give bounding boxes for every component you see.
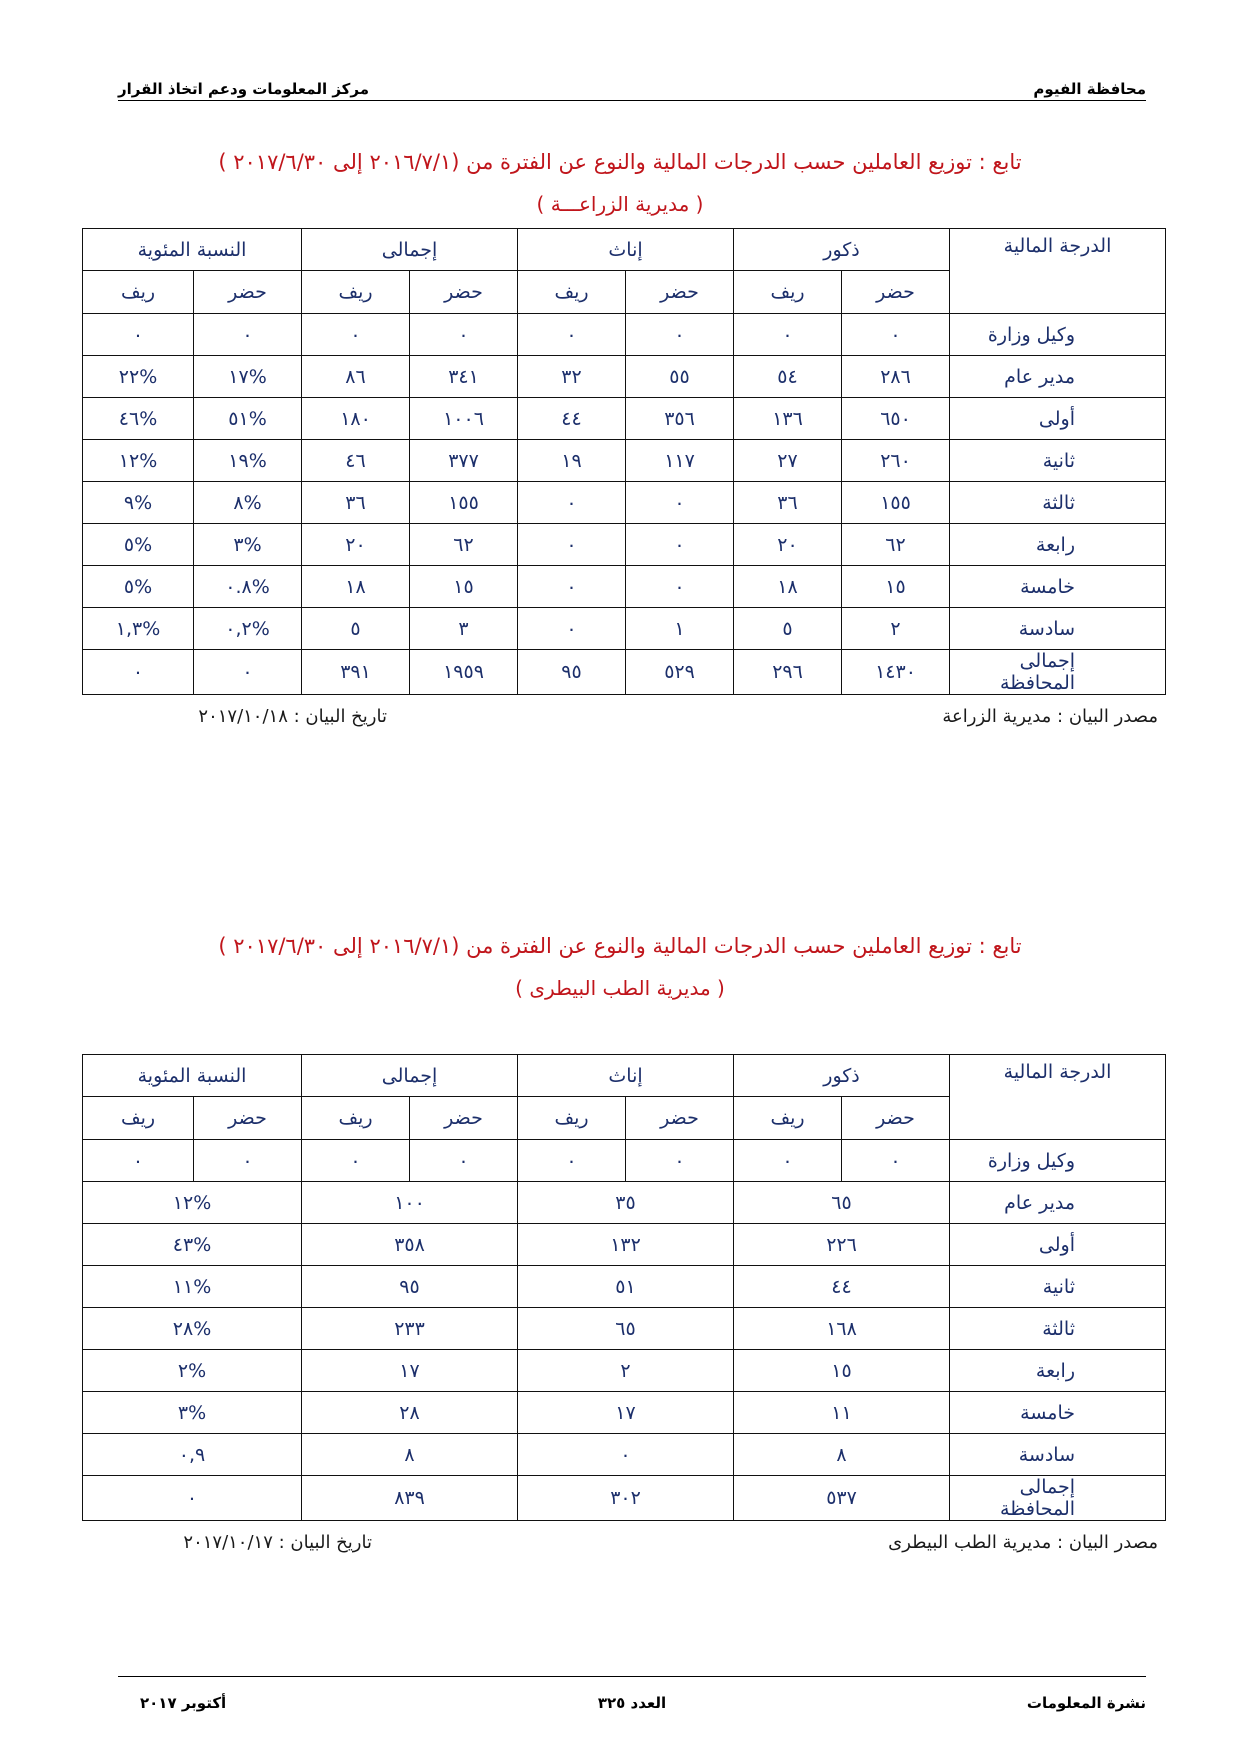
table-cell: ٣٦	[302, 482, 410, 524]
table-cell: ٢	[842, 608, 950, 650]
table-cell: ٢٦٠	[842, 440, 950, 482]
table-cell: %٩	[83, 482, 194, 524]
table-cell: ٠	[302, 1140, 410, 1182]
header-urban: حضر	[842, 271, 950, 314]
header-rule	[118, 100, 1146, 101]
table-cell: %٥١	[194, 398, 302, 440]
table-cell: %٤٦	[83, 398, 194, 440]
table-cell: ٠	[83, 1476, 302, 1521]
table-cell: ١١	[734, 1392, 950, 1434]
header-grade: الدرجة المالية	[950, 1055, 1166, 1140]
table-cell: ٣٢	[518, 356, 626, 398]
table-cell: ١٨	[302, 566, 410, 608]
table-cell: %٠,٢	[194, 608, 302, 650]
table-cell: ١٥٥	[842, 482, 950, 524]
grade-label: خامسة	[950, 1392, 1166, 1434]
table-cell: ٢٨٦	[842, 356, 950, 398]
table-cell: ٠	[518, 524, 626, 566]
grade-label: إجمالى المحافظة	[950, 1476, 1166, 1521]
bulletin-name: نشرة المعلومات	[1026, 1694, 1146, 1712]
table-row	[83, 566, 1166, 608]
table-cell: ٠	[83, 314, 194, 356]
header-urban: حضر	[194, 271, 302, 314]
table-cell: ٩٥	[302, 1266, 518, 1308]
table-cell: ٥	[734, 608, 842, 650]
table-cell: %٢٨	[83, 1308, 302, 1350]
table-cell: ٠	[302, 314, 410, 356]
table-row	[83, 608, 1166, 650]
header-rural: ريف	[83, 271, 194, 314]
table-cell: %٤٣	[83, 1224, 302, 1266]
table-cell: ١٠٠	[302, 1182, 518, 1224]
table-cell: ٥٥	[626, 356, 734, 398]
table-cell: ٠	[410, 1140, 518, 1182]
table-cell: ١٥	[842, 566, 950, 608]
table-cell: ٠	[734, 314, 842, 356]
header-percent: النسبة المئوية	[83, 229, 302, 271]
table-row	[83, 440, 1166, 482]
table-row	[83, 650, 1166, 695]
table-cell: ٤٤	[734, 1266, 950, 1308]
table-cell: ٢٣٣	[302, 1308, 518, 1350]
table-cell: ٥	[302, 608, 410, 650]
table-cell: ٥١	[518, 1266, 734, 1308]
grade-label: ثالثة	[950, 1308, 1166, 1350]
grade-label: وكيل وزارة	[950, 314, 1166, 356]
table2-source: مصدر البيان : مديرية الطب البيطرى	[888, 1532, 1158, 1553]
table-cell: ٠	[626, 566, 734, 608]
grade-label: مدير عام	[950, 356, 1166, 398]
table-agriculture	[82, 228, 1166, 695]
table-row	[83, 1476, 1166, 1521]
table-cell: ٠	[83, 1140, 194, 1182]
issue-number: العدد ٣٢٥	[597, 1694, 667, 1712]
table-cell: ٠	[626, 482, 734, 524]
header-urban: حضر	[626, 271, 734, 314]
table-row	[83, 356, 1166, 398]
table-cell: ١٨	[734, 566, 842, 608]
header-female: إناث	[518, 1055, 734, 1097]
table-cell: %٠.٨	[194, 566, 302, 608]
table-cell: ١٥	[734, 1350, 950, 1392]
header-female: إناث	[518, 229, 734, 271]
header-urban: حضر	[194, 1097, 302, 1140]
table-cell: ٣٧٧	[410, 440, 518, 482]
table-cell: ٢٠	[734, 524, 842, 566]
header-urban: حضر	[410, 1097, 518, 1140]
table-cell: ٠	[518, 1434, 734, 1476]
table-cell: ٢٢٦	[734, 1224, 950, 1266]
table-cell: ٠	[626, 524, 734, 566]
table-cell: ٦٥	[518, 1308, 734, 1350]
table-cell: %٢	[83, 1350, 302, 1392]
table-cell: ٨٦	[302, 356, 410, 398]
table-cell: ٠	[842, 314, 950, 356]
table-cell: ٠	[410, 314, 518, 356]
table-cell: ١٥٥	[410, 482, 518, 524]
table-cell: ٢٨	[302, 1392, 518, 1434]
table-cell: ٦٥٠	[842, 398, 950, 440]
table-cell: ٠	[518, 608, 626, 650]
table1-source: مصدر البيان : مديرية الزراعة	[942, 706, 1158, 727]
table-cell: ١١٧	[626, 440, 734, 482]
table-cell: ٠,٩	[83, 1434, 302, 1476]
header-urban: حضر	[842, 1097, 950, 1140]
table-cell: ١٠٠٦	[410, 398, 518, 440]
table-cell: ٨	[302, 1434, 518, 1476]
footer-rule	[118, 1676, 1146, 1677]
table-cell: ٦٢	[842, 524, 950, 566]
table-cell: ٠	[734, 1140, 842, 1182]
table-cell: %١١	[83, 1266, 302, 1308]
table-cell: %١٧	[194, 356, 302, 398]
table-row	[83, 1140, 1166, 1182]
header-grade: الدرجة المالية	[950, 229, 1166, 314]
table-row	[83, 1266, 1166, 1308]
table-cell: ٠	[194, 314, 302, 356]
grade-label: خامسة	[950, 566, 1166, 608]
header-urban: حضر	[410, 271, 518, 314]
table-cell: %١٢	[83, 1182, 302, 1224]
grade-label: مدير عام	[950, 1182, 1166, 1224]
table-cell: ١٩	[518, 440, 626, 482]
table-cell: ١٣٢	[518, 1224, 734, 1266]
table-cell: ٣٥٦	[626, 398, 734, 440]
grade-label: أولى	[950, 1224, 1166, 1266]
header-rural: ريف	[734, 271, 842, 314]
table1-title: تابع : توزيع العاملين حسب الدرجات المالية والنوع عن الفترة من (٢٠١٦/٧/١ إلى ٢٠١٧/٦/٣٠ )	[218, 150, 1022, 174]
header-urban: حضر	[626, 1097, 734, 1140]
grade-label: رابعة	[950, 524, 1166, 566]
grade-label: أولى	[950, 398, 1166, 440]
table-row	[83, 482, 1166, 524]
header-male: ذكور	[734, 1055, 950, 1097]
header-total: إجمالى	[302, 1055, 518, 1097]
table-row	[83, 398, 1166, 440]
header-rural: ريف	[302, 271, 410, 314]
header-rural: ريف	[83, 1097, 194, 1140]
page-footer	[118, 1694, 1146, 1716]
table-cell: ٠	[626, 314, 734, 356]
grade-label: سادسة	[950, 608, 1166, 650]
table-row	[83, 314, 1166, 356]
table-cell: %٥	[83, 524, 194, 566]
issue-date: أكتوبر ٢٠١٧	[140, 1694, 227, 1712]
table-cell: ٨	[734, 1434, 950, 1476]
table-cell: ٤٤	[518, 398, 626, 440]
grade-label: إجمالى المحافظة	[950, 650, 1166, 695]
table-cell: ١٦٨	[734, 1308, 950, 1350]
table-cell: ٨٣٩	[302, 1476, 518, 1521]
center-name: مركز المعلومات ودعم اتخاذ القرار	[118, 80, 370, 98]
table-row	[83, 1392, 1166, 1434]
table-cell: ٣٦	[734, 482, 842, 524]
table-cell: ١٣٦	[734, 398, 842, 440]
table-cell: ٦٢	[410, 524, 518, 566]
table-cell: ٦٥	[734, 1182, 950, 1224]
table-row	[83, 524, 1166, 566]
table-cell: %٨	[194, 482, 302, 524]
table-cell: ٣	[410, 608, 518, 650]
grade-label: ثانية	[950, 1266, 1166, 1308]
table1-subtitle: ( مديرية الزراعـــة )	[536, 192, 704, 216]
header-male: ذكور	[734, 229, 950, 271]
table-cell: ١	[626, 608, 734, 650]
grade-label: سادسة	[950, 1434, 1166, 1476]
table-cell: %٣	[194, 524, 302, 566]
table-cell: %١٢	[83, 440, 194, 482]
table-cell: ٠	[194, 1140, 302, 1182]
table-cell: ٠	[518, 314, 626, 356]
grade-label: ثانية	[950, 440, 1166, 482]
table2-date: تاريخ البيان : ٢٠١٧/١٠/١٧	[183, 1532, 372, 1553]
table-row	[83, 1224, 1166, 1266]
table2-title: تابع : توزيع العاملين حسب الدرجات المالية والنوع عن الفترة من (٢٠١٦/٧/١ إلى ٢٠١٧/٦/٣٠ )	[218, 934, 1022, 958]
table-cell: ٠	[842, 1140, 950, 1182]
table-cell: ٣٥٨	[302, 1224, 518, 1266]
table-cell: ١٧	[302, 1350, 518, 1392]
table-cell: %٣	[83, 1392, 302, 1434]
table-cell: ١٥	[410, 566, 518, 608]
table-cell: %٢٢	[83, 356, 194, 398]
header-rural: ريف	[518, 271, 626, 314]
page-header	[118, 80, 1146, 102]
table-cell: ٠	[194, 650, 302, 695]
table-cell: ٢	[518, 1350, 734, 1392]
grade-label: رابعة	[950, 1350, 1166, 1392]
table-cell: ٣٥	[518, 1182, 734, 1224]
table-cell: ٥٣٧	[734, 1476, 950, 1521]
header-rural: ريف	[302, 1097, 410, 1140]
table-cell: ٠	[83, 650, 194, 695]
table-cell: ١٤٣٠	[842, 650, 950, 695]
header-total: إجمالى	[302, 229, 518, 271]
table-cell: ٣٠٢	[518, 1476, 734, 1521]
governorate-name: محافظة الفيوم	[1033, 80, 1146, 98]
header-percent: النسبة المئوية	[83, 1055, 302, 1097]
table-cell: ٠	[518, 566, 626, 608]
table-cell: %١,٣	[83, 608, 194, 650]
table-cell: %١٩	[194, 440, 302, 482]
table-cell: ٠	[518, 1140, 626, 1182]
table-cell: ١٧	[518, 1392, 734, 1434]
table-cell: ٢٩٦	[734, 650, 842, 695]
table-row	[83, 1308, 1166, 1350]
table-cell: ١٨٠	[302, 398, 410, 440]
table-cell: ٠	[626, 1140, 734, 1182]
table1-date: تاريخ البيان : ٢٠١٧/١٠/١٨	[198, 706, 387, 727]
table-cell: ٤٦	[302, 440, 410, 482]
table-cell: ٣٩١	[302, 650, 410, 695]
table-cell: ٥٤	[734, 356, 842, 398]
table-cell: ٢٧	[734, 440, 842, 482]
table-cell: ٢٠	[302, 524, 410, 566]
header-rural: ريف	[734, 1097, 842, 1140]
grade-label: وكيل وزارة	[950, 1140, 1166, 1182]
table-row	[83, 1434, 1166, 1476]
table-cell: ٣٤١	[410, 356, 518, 398]
table2-subtitle: ( مديرية الطب البيطرى )	[515, 976, 725, 1000]
table-cell: ٩٥	[518, 650, 626, 695]
table-cell: ٠	[518, 482, 626, 524]
table-row	[83, 1182, 1166, 1224]
table-row	[83, 1350, 1166, 1392]
table-cell: ٥٢٩	[626, 650, 734, 695]
grade-label: ثالثة	[950, 482, 1166, 524]
table-veterinary	[82, 1054, 1166, 1521]
table-cell: %٥	[83, 566, 194, 608]
table-cell: ١٩٥٩	[410, 650, 518, 695]
header-rural: ريف	[518, 1097, 626, 1140]
